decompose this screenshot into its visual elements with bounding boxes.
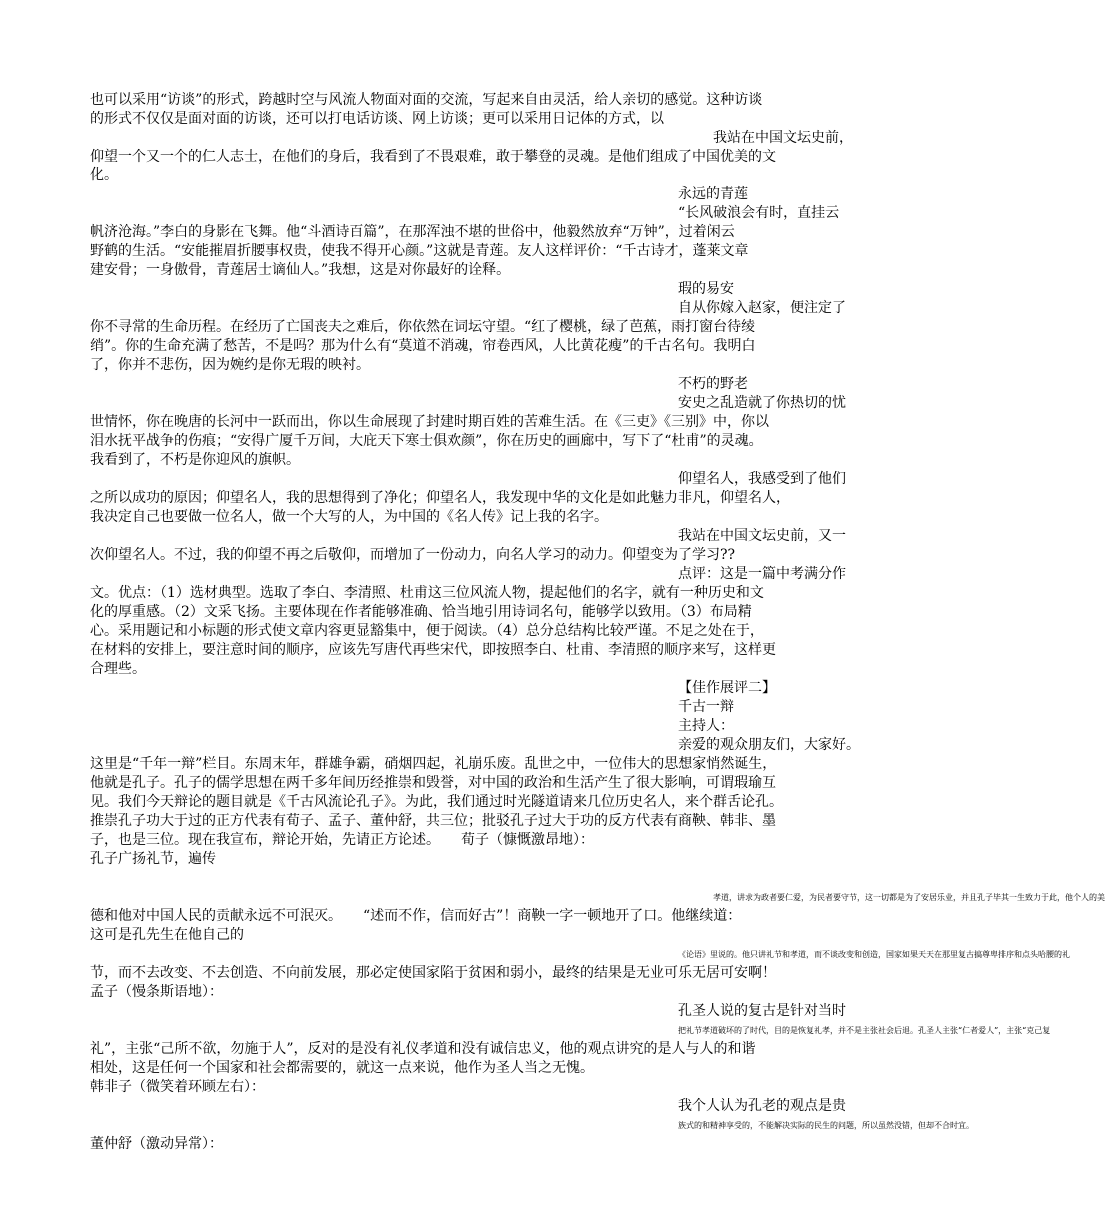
body-line: 亲爱的观众朋友们，大家好。 (678, 737, 860, 753)
body-line: 泪水抚平战争的伤痕；“安得广厦千万间，大庇天下寒士俱欢颜”，你在历史的画廊中，写下了“杜甫”的灵魂。 (90, 433, 763, 449)
body-line: 这里是“千年一辩”栏目。东周末年，群雄争霸，硝烟四起，礼崩乐废。乱世之中，一位伟大的思想家悄然诞生， (90, 756, 777, 772)
body-line: 把礼节孝道破坏的了时代，目的是恢复礼孝，并不是主张社会后退。孔圣人主张“仁者爱人”，主张“克己复 (678, 1026, 1051, 1035)
comment-line: 文。优点：（1）选材典型。选取了李白、李清照、杜甫这三位风流人物，提起他们的名字，就有一种历史和文 (90, 585, 764, 601)
body-line: 野鹤的生活。“安能摧眉折腰事权贵，使我不得开心颜。”这就是青莲。友人这样评价：“千古诗才，蓬莱文章 (90, 243, 749, 259)
body-line: 韩非子（微笑着环顾左右）： (90, 1079, 265, 1095)
body-line: 礼”，主张“己所不欲，勿施于人”，反对的是没有礼仪孝道和没有诚信忠义，他的观点讲究的是人与人的和谐 (90, 1041, 756, 1057)
body-line: 仰望名人，我感受到了他们 (678, 471, 846, 487)
section-heading: 永远的青莲 (678, 186, 748, 202)
comment-line: 在材料的安排上，要注意时间的顺序，应该先写唐代再些宋代，即按照李白、杜甫、李清照的顺序来写，这样更 (90, 642, 776, 658)
body-line: 孝道，讲求为政者要仁爱，为民者要守节，这一切都是为了安居乐业，并且孔子毕其一生致力于此，他个人的美 (713, 893, 1105, 902)
body-line: 这可是孔先生在他自己的 (90, 927, 244, 943)
body-line: 我决定自己也要做一位名人，做一个大写的人，为中国的《名人传》记上我的名字。 (90, 509, 608, 525)
body-line: 建安骨；一身傲骨，青莲居士谪仙人。”我想，这是对你最好的诠释。 (90, 262, 511, 278)
body-line: 我站在中国文坛史前， (713, 130, 853, 146)
body-line: 《论语》里说的。他只讲礼节和孝道，而不谈改变和创造，国家如果天天在那里复古搞尊卑排序和点头哈腰的礼 (678, 950, 1070, 959)
essay-title: 千古一辩 (678, 699, 734, 715)
body-line: 世情怀，你在晚唐的长河中一跃而出，你以生命展现了封建时期百姓的苦难生活。在《三吏》《三别》中，你以 (90, 414, 769, 430)
body-line: 他就是孔子。孔子的儒学思想在两千多年间历经推崇和毁誉，对中国的政治和生活产生了很大影响，可谓瑕瑜互 (90, 775, 776, 791)
speaker-label: 孔圣人说的复古是针对当时 (678, 1003, 846, 1019)
body-line: 你不寻常的生命历程。在经历了亡国丧夫之难后，你依然在词坛守望。“红了樱桃，绿了芭蕉，雨打窗台待绫 (90, 319, 756, 335)
body-line: 孟子（慢条斯语地）： (90, 984, 223, 1000)
body-line: 之所以成功的原因；仰望名人，我的思想得到了净化；仰望名人，我发现中华的文化是如此魅力非凡，仰望名人， (90, 490, 790, 506)
body-line: 了，你并不悲伤，因为婉约是你无瑕的映衬。 (90, 357, 370, 373)
body-line: 见。我们今天辩论的题目就是《千古风流论孔子》。为此，我们通过时光隧道请来几位历史名人，来个群舌论孔。 (90, 794, 783, 810)
body-line: 化。 (90, 167, 118, 183)
section-heading: 【佳作展评二】 (678, 680, 776, 696)
body-line: 推崇孔子功大于过的正方代表有荀子、孟子、董仲舒，共三位；批驳孔子过大于功的反方代表有商鞅、韩非、墨 (90, 813, 776, 829)
body-line: 孔子广扬礼节，遍传 (90, 851, 216, 867)
body-line: 德和他对中国人民的贡献永远不可泯灭。 “述而不作，信而好古”！商鞅一字一顿地开了口。他继续道： (90, 908, 742, 924)
body-line: 节，而不去改变、不去创造、不向前发展，那必定使国家陷于贫困和弱小，最终的结果是无业可乐无居可安啊！ (90, 965, 776, 981)
body-line: 相处，这是任何一个国家和社会都需要的，就这一点来说，他作为圣人当之无愧。 (90, 1060, 594, 1076)
speaker-label: 我个人认为孔老的观点是贵 (678, 1098, 846, 1114)
body-line: 族式的和精神享受的，不能解决实际的民生的问题，所以虽然没错，但却不合时宜。 (678, 1121, 974, 1130)
section-heading: 不朽的野老 (678, 376, 748, 392)
body-line: 次仰望名人。不过，我的仰望不再之后敬仰，而增加了一份动力，向名人学习的动力。仰望变为了学习?? (90, 547, 736, 563)
body-line: 绡”。你的生命充满了愁苦，不是吗？那为什么有“莫道不消魂，帘卷西风，人比黄花瘦”的千古名句。我明白 (90, 338, 756, 354)
body-line: 的形式不仅仅是面对面的访谈，还可以打电话访谈、网上访谈；更可以采用日记体的方式，以 (90, 111, 664, 127)
comment-line: 化的厚重感。（2）文采飞扬。主要体现在作者能够准确、恰当地引用诗词名句，能够学以致用。（3）布局精 (90, 604, 752, 620)
body-line: “长风破浪会有时，直挂云 (678, 205, 840, 221)
speaker-label: 主持人： (678, 718, 734, 734)
body-line: 我站在中国文坛史前，又一 (678, 528, 846, 544)
comment-line: 点评：这是一篇中考满分作 (678, 566, 846, 582)
body-line: 自从你嫁入赵家，便注定了 (678, 300, 846, 316)
body-line: 董仲舒（激动异常）： (90, 1136, 223, 1152)
body-line: 安史之乱造就了你热切的忧 (678, 395, 846, 411)
body-line: 帆济沧海。”李白的身影在飞舞。他“斗酒诗百篇”，在那浑浊不堪的世俗中，他毅然放弃“万钟”，过着闲云 (90, 224, 735, 240)
body-line: 也可以采用“访谈”的形式，跨越时空与风流人物面对面的交流，写起来自由灵活，给人亲切的感觉。这种访谈 (90, 92, 763, 108)
section-heading: 瑕的易安 (678, 281, 734, 297)
body-line: 子，也是三位。现在我宣布，辩论开始，先请正方论述。 荀子（慷慨激昂地）： (90, 832, 594, 848)
comment-line: 心。采用题记和小标题的形式使文章内容更显豁集中，便于阅读。（4）总分总结构比较严谨。不足之处在于， (90, 623, 764, 639)
comment-line: 合理些。 (90, 661, 146, 677)
body-line: 仰望一个又一个的仁人志士，在他们的身后，我看到了不畏艰难，敢于攀登的灵魂。是他们组成了中国优美的文 (90, 149, 776, 165)
body-line: 我看到了，不朽是你迎风的旗帜。 (90, 452, 300, 468)
